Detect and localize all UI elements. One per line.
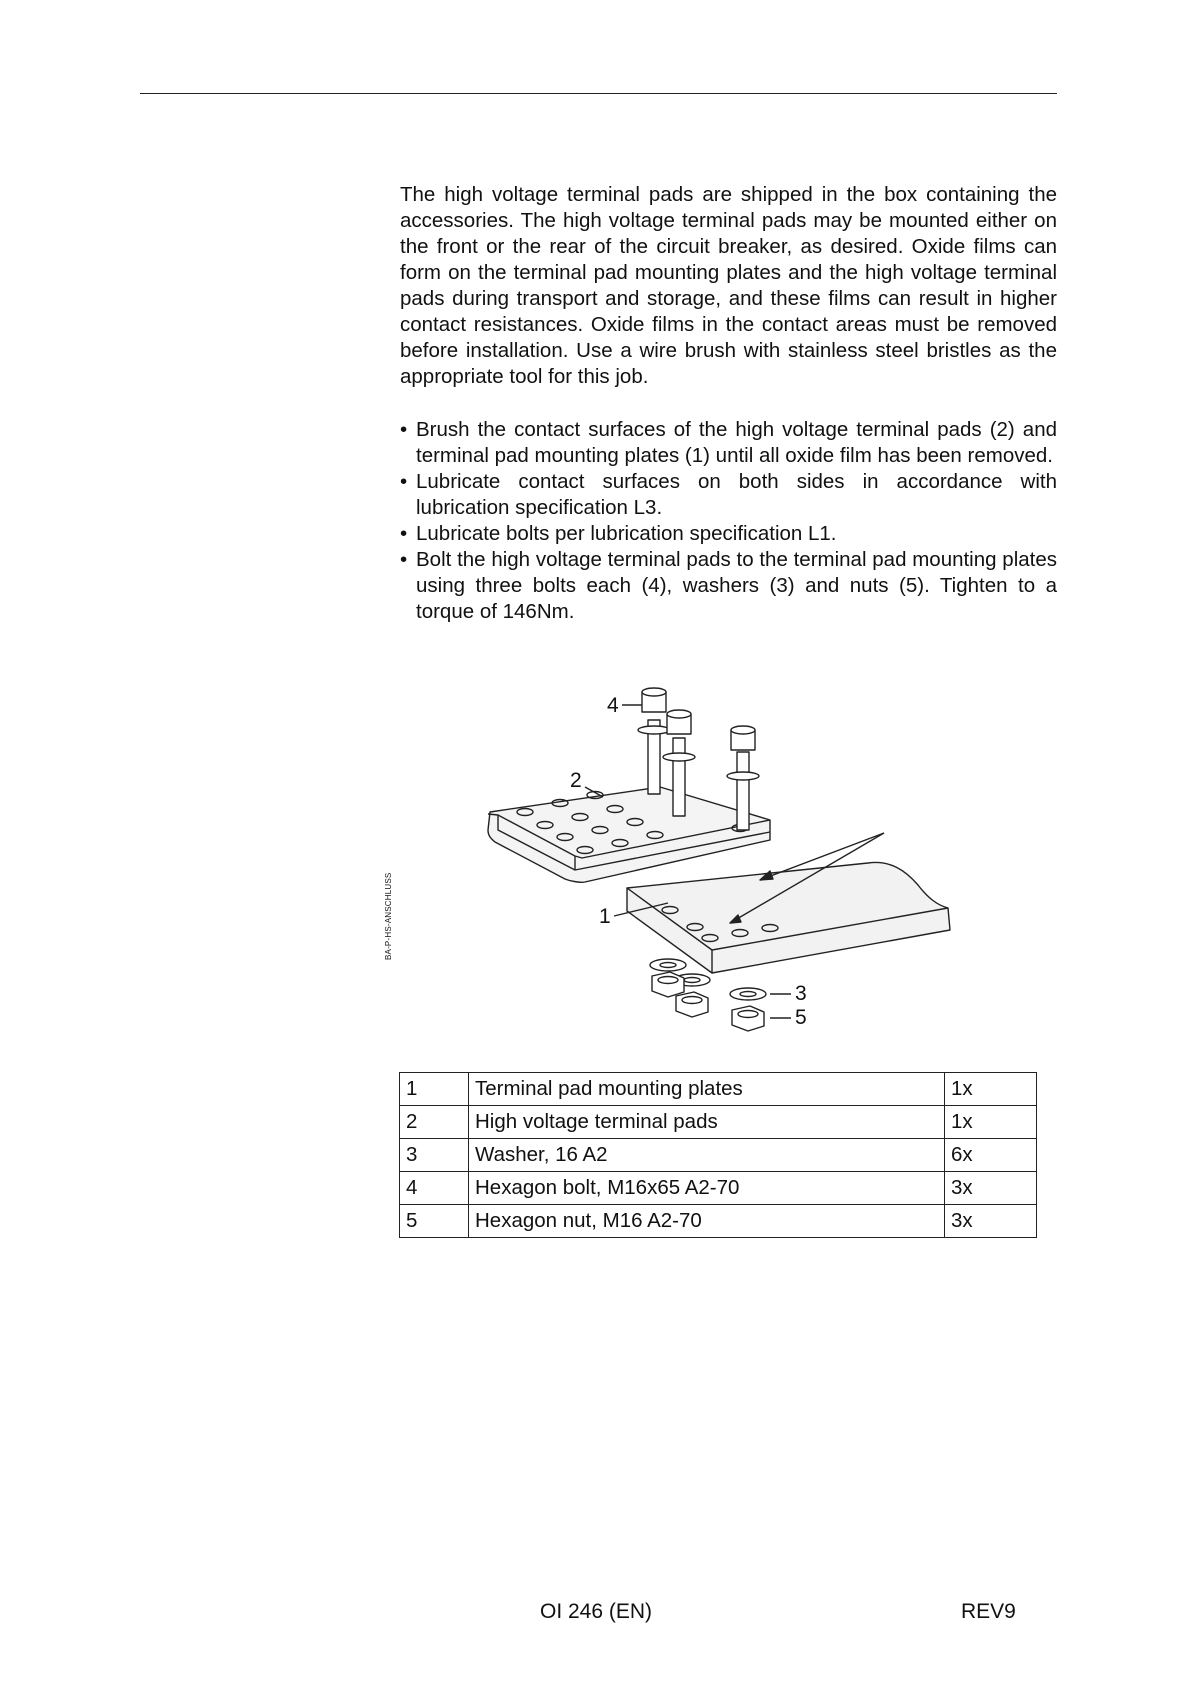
callout-4: 4 [607,694,619,717]
instruction-step: • Lubricate bolts per lubrication specification L1. [400,521,1057,547]
table-row [400,1139,1037,1172]
part-description: Hexagon nut, M16 A2-70 [469,1205,945,1238]
figure-code: BA-P-HS-ANSCHLUSS [384,872,393,960]
table-row [400,1205,1037,1238]
header-rule [140,93,1057,94]
part-quantity: 1x [945,1073,1037,1106]
table-row [400,1172,1037,1205]
part-position: 4 [400,1172,469,1205]
revision-label: REV9 [961,1600,1016,1623]
instruction-step: • Bolt the high voltage terminal pads to the terminal pad mounting plates using three bolts each (4), washers (3) and nuts (5). Tighten to a torque of 146Nm. [400,547,1057,625]
document-number: OI 246 (EN) [540,1600,653,1623]
intro-paragraph: The high voltage terminal pads are shipped in the box containing the accessories. The high voltage terminal pads may be mounted either on the front or the rear of the circuit breaker, as desired. Oxide films can form on the terminal pad mounting plates and the high voltage terminal pads during transport and storage, and these films can result in higher contact resistances. Oxide films in the contact areas must be removed before installation. Use a wire brush with stainless steel bristles as the appropriate tool for this job. [400,183,1057,388]
table-row [400,1106,1037,1139]
part-description: High voltage terminal pads [469,1106,945,1139]
assembly-drawing [470,680,990,1050]
callout-1: 1 [599,905,611,928]
nut-drawing [652,972,764,1031]
part-description: Terminal pad mounting plates [469,1073,945,1106]
part-position: 5 [400,1205,469,1238]
callout-5: 5 [795,1006,807,1029]
table-row [400,1073,1037,1106]
terminal-pad-drawing [488,787,770,882]
assembly-figure [470,680,990,1050]
part-description: Washer, 16 A2 [469,1139,945,1172]
part-quantity: 3x [945,1172,1037,1205]
instruction-step: • Brush the contact surfaces of the high voltage terminal pads (2) and terminal pad mounting plates (1) until all oxide film has been removed. [400,417,1057,469]
mounting-plate-drawing [627,862,950,973]
part-position: 1 [400,1073,469,1106]
instruction-list [400,417,1057,625]
part-description: Hexagon bolt, M16x65 A2-70 [469,1172,945,1205]
part-quantity: 6x [945,1139,1037,1172]
part-quantity: 1x [945,1106,1037,1139]
parts-table [399,1072,1037,1238]
instruction-step: • Lubricate contact surfaces on both sides in accordance with lubrication specification L3. [400,469,1057,521]
part-position: 2 [400,1106,469,1139]
bolt-drawing [638,688,670,794]
callout-2: 2 [570,769,582,792]
part-position: 3 [400,1139,469,1172]
part-quantity: 3x [945,1205,1037,1238]
callout-3: 3 [795,982,807,1005]
